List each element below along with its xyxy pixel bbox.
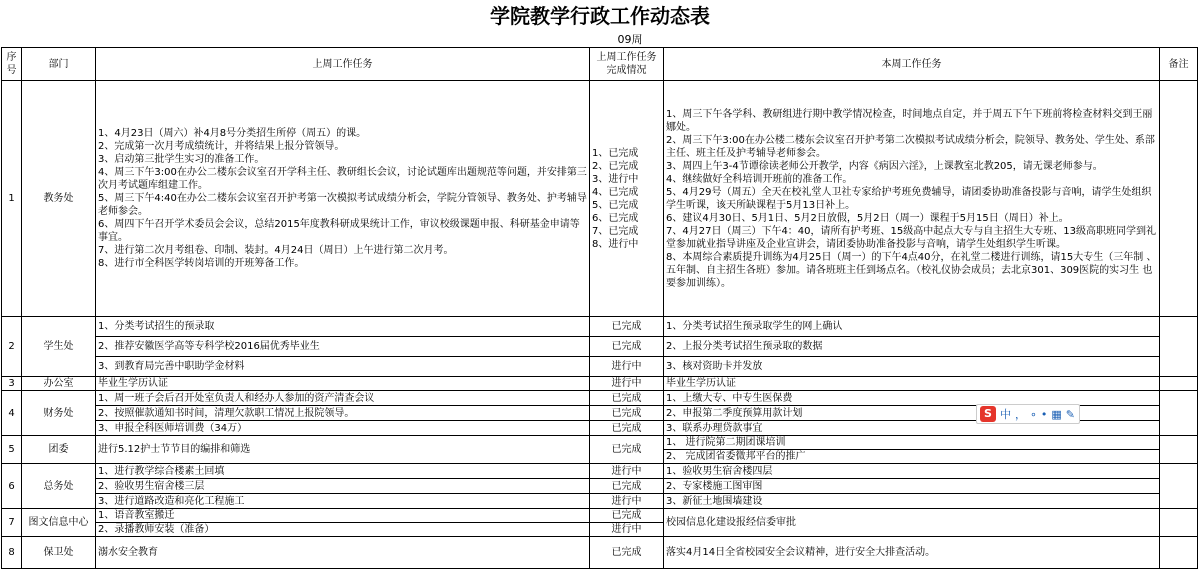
ime-punctuation-icon[interactable]: ， bbox=[1015, 408, 1026, 421]
last-item: 5、周三下午4:40在办公二楼东会议室召开护考第一次模拟考试成绩分析会，学院分管领导、教务处、护考辅导老师参会。 bbox=[98, 193, 587, 217]
this-week-tasks bbox=[664, 317, 1160, 377]
note-cell bbox=[1160, 81, 1198, 317]
ime-chinese-mode[interactable]: 中 bbox=[1000, 408, 1011, 421]
this-item: 2、周三下午3:00在办公楼二楼东会议室召开护考第二次模拟考试成绩分析会，院领导、教务处、学生处、系部主任、班主任及护考辅导老师参会。 bbox=[666, 134, 1155, 159]
last-item: 8、进行市全科医学转岗培训的开班筹备工作。 bbox=[98, 258, 305, 269]
row-number: 3 bbox=[2, 377, 22, 391]
last-item: 1、语音教室搬迁 bbox=[96, 509, 589, 523]
note-cell bbox=[1160, 464, 1198, 509]
status-item: 已完成 bbox=[590, 406, 663, 421]
header-last-week: 上周工作任务 bbox=[96, 48, 590, 81]
ime-keyboard-icon[interactable]: ▦ bbox=[1051, 407, 1062, 421]
table-row bbox=[2, 377, 1198, 391]
this-week-tasks bbox=[664, 81, 1160, 317]
completion-status bbox=[590, 81, 664, 317]
status-item: 已完成 bbox=[611, 444, 642, 455]
this-item: 2、上报分类考试招生预录取的数据 bbox=[664, 337, 1159, 357]
this-item: 校园信息化建设报经信委审批 bbox=[666, 517, 796, 528]
status-item: 已完成 bbox=[611, 422, 642, 434]
status-item: 已完成 bbox=[590, 509, 663, 523]
last-item: 3、到教育局完善中职助学金材料 bbox=[98, 361, 245, 372]
status-item: 进行中 bbox=[611, 361, 642, 372]
status-item: 进行中 bbox=[611, 524, 642, 535]
ime-halfwidth-icon[interactable]: ∘ bbox=[1030, 407, 1037, 421]
header-note: 备注 bbox=[1160, 48, 1198, 81]
this-item: 2、 完成团省委微邦平台的推广 bbox=[666, 451, 806, 462]
this-item: 落实4月14日全省校园安全会议精神，进行安全大排查活动。 bbox=[666, 547, 936, 558]
status-item: 已完成 bbox=[590, 479, 663, 494]
this-item: 2、申报第二季度预算用款计划 bbox=[664, 406, 1159, 421]
this-item: 1、分类考试招生预录取学生的网上确认 bbox=[664, 317, 1159, 337]
this-item: 4、继续做好全科培训开班前的准备工作。 bbox=[666, 173, 853, 185]
table-row bbox=[2, 436, 1198, 464]
status-item: 8、进行中 bbox=[592, 238, 639, 250]
this-item: 1、周三下午各学科、教研组进行期中教学情况检查，时间地点自定，并于周五下午下班前将检查材料交到王丽娜处。 bbox=[666, 108, 1153, 133]
last-week-tasks bbox=[96, 391, 590, 436]
last-item: 2、录播教师安装（准备） bbox=[98, 524, 215, 535]
note-cell bbox=[1160, 509, 1198, 537]
week-label: 09周 bbox=[617, 33, 643, 46]
last-item: 2、验收男生宿舍楼三层 bbox=[96, 479, 589, 494]
note-cell bbox=[1160, 317, 1198, 377]
last-week-tasks bbox=[96, 317, 590, 377]
page-title: 学院教学行政工作动态表 bbox=[490, 4, 710, 28]
this-item: 1、上缴大专、中专生医保费 bbox=[664, 391, 1159, 406]
table-row bbox=[2, 537, 1198, 569]
header-dept: 部门 bbox=[22, 48, 96, 81]
last-item: 1、周一班子会后召开处室负责人和经办人参加的资产清查会议 bbox=[96, 391, 589, 406]
row-number: 8 bbox=[2, 537, 22, 569]
last-week-tasks bbox=[96, 377, 590, 391]
note-cell bbox=[1160, 391, 1198, 436]
status-item: 已完成 bbox=[590, 391, 663, 406]
status-item: 4、已完成 bbox=[592, 186, 639, 198]
this-item: 1、 进行院第二期团课培训 bbox=[664, 436, 1159, 450]
status-item: 6、已完成 bbox=[592, 212, 639, 224]
department-name: 财务处 bbox=[22, 391, 96, 436]
last-item: 7、进行第二次月考组卷、印制、装封。4月24日（周日）上午进行第二次月考。 bbox=[98, 245, 454, 256]
this-week-tasks bbox=[664, 537, 1160, 569]
this-item: 1、验收男生宿舍楼四层 bbox=[664, 464, 1159, 479]
this-item: 3、新征土地围墙建设 bbox=[666, 495, 763, 507]
this-week-tasks bbox=[664, 509, 1160, 537]
status-item: 3、进行中 bbox=[592, 173, 639, 185]
last-week-tasks bbox=[96, 81, 590, 317]
this-week-tasks bbox=[664, 464, 1160, 509]
last-week-tasks bbox=[96, 464, 590, 509]
note-cell bbox=[1160, 377, 1198, 391]
last-item: 3、进行道路改造和亮化工程施工 bbox=[98, 495, 245, 507]
last-item: 1、进行教学综合楼素土回填 bbox=[96, 464, 589, 479]
completion-status bbox=[590, 377, 664, 391]
department-name: 学生处 bbox=[22, 317, 96, 377]
last-week-tasks bbox=[96, 509, 590, 537]
completion-status bbox=[590, 391, 664, 436]
status-item: 2、已完成 bbox=[592, 160, 639, 172]
this-item: 8、本周综合素质提升训练为4月25日（周一）的下午4点40分，在礼堂二楼进行训练，请15大专生（三年制 、五年制、自主招生各班）参加。请各班班主任到场点名。（校礼仪协会成员；去北京301、309医院的实习生 也要参加训练）。 bbox=[666, 251, 1157, 289]
this-week-tasks bbox=[664, 377, 1160, 391]
last-item: 2、完成第一次月考成绩统计，并将结果上报分管领导。 bbox=[98, 141, 345, 152]
row-number: 6 bbox=[2, 464, 22, 509]
ime-toolbar[interactable] bbox=[976, 404, 1080, 424]
note-cell bbox=[1160, 436, 1198, 464]
ime-voice-icon[interactable]: • bbox=[1040, 407, 1048, 421]
last-week-tasks bbox=[96, 436, 590, 464]
row-number: 5 bbox=[2, 436, 22, 464]
table-row bbox=[2, 317, 1198, 377]
this-item: 2、专家楼施工图审图 bbox=[664, 479, 1159, 494]
status-item: 7、已完成 bbox=[592, 225, 639, 237]
last-item: 3、启动第三批学生实习的准备工作。 bbox=[98, 154, 265, 165]
row-number: 2 bbox=[2, 317, 22, 377]
table-row bbox=[2, 464, 1198, 509]
status-item: 进行中 bbox=[590, 464, 663, 479]
table-row bbox=[2, 81, 1198, 317]
ime-tools-icon[interactable]: ✎ bbox=[1065, 407, 1076, 421]
this-item: 3、核对资助卡并发放 bbox=[666, 361, 763, 372]
department-name: 团委 bbox=[22, 436, 96, 464]
this-week-tasks bbox=[664, 391, 1160, 436]
department-name: 总务处 bbox=[22, 464, 96, 509]
status-item: 1、已完成 bbox=[592, 147, 639, 159]
this-item: 6、建议4月30日、5月1日、5月2日放假，5月2日（周一）课程于5月15日（周日）补上。 bbox=[666, 212, 1069, 224]
department-name: 教务处 bbox=[22, 81, 96, 317]
row-number: 1 bbox=[2, 81, 22, 317]
last-item: 2、推荐安徽医学高等专科学校2016届优秀毕业生 bbox=[96, 337, 589, 357]
this-item: 3、周四上午3-4节谭徐读老师公开教学，内容《病因六淫》，上课教室北教205，请无课老师参与。 bbox=[666, 160, 1103, 172]
status-item: 已完成 bbox=[611, 547, 642, 558]
status-item: 5、已完成 bbox=[592, 199, 639, 211]
department-name: 办公室 bbox=[22, 377, 96, 391]
table-row bbox=[2, 509, 1198, 537]
status-item: 进行中 bbox=[611, 495, 642, 507]
this-week-tasks bbox=[664, 436, 1160, 464]
header-status: 上周工作任务完成情况 bbox=[590, 48, 664, 81]
this-item: 3、联系办理贷款事宜 bbox=[666, 422, 763, 434]
header-no: 序号 bbox=[2, 48, 22, 81]
completion-status bbox=[590, 317, 664, 377]
last-item: 毕业生学历认证 bbox=[98, 378, 168, 389]
row-number: 4 bbox=[2, 391, 22, 436]
last-item: 3、申报全科医师培训费（34万） bbox=[98, 422, 248, 434]
status-item: 已完成 bbox=[590, 317, 663, 337]
work-table bbox=[1, 47, 1198, 569]
department-name: 保卫处 bbox=[22, 537, 96, 569]
completion-status bbox=[590, 509, 664, 537]
header-this-week: 本周工作任务 bbox=[664, 48, 1160, 81]
this-item: 毕业生学历认证 bbox=[666, 378, 736, 389]
last-item: 1、4月23日（周六）补4月8号分类招生所停（周五）的课。 bbox=[98, 128, 367, 139]
last-item: 4、周三下午3:00在办公二楼东会议室召开学科主任、教研组长会议，讨论试题库出题规范等问题，并安排第三次月考试题库组建工作。 bbox=[98, 167, 587, 191]
department-name: 图文信息中心 bbox=[22, 509, 96, 537]
completion-status bbox=[590, 436, 664, 464]
this-item: 5、4月29号（周五）全天在校礼堂人卫社专家给护考班免费辅导，请团委协助准备投影与音响，请学生处组织学生听课，该天所缺课程于5月13日补上。 bbox=[666, 186, 1152, 211]
last-item: 1、分类考试招生的预录取 bbox=[96, 317, 589, 337]
status-item: 已完成 bbox=[590, 337, 663, 357]
last-item: 溺水安全教育 bbox=[98, 547, 158, 558]
last-item: 进行5.12护士节节目的编排和筛选 bbox=[98, 444, 251, 455]
sogou-logo-icon[interactable]: S bbox=[980, 406, 996, 422]
last-item: 6、周四下午召开学术委员会会议，总结2015年度教科研成果统计工作，审议校级课题申报、科研基金申请等事宜。 bbox=[98, 219, 580, 243]
last-week-tasks bbox=[96, 537, 590, 569]
row-number: 7 bbox=[2, 509, 22, 537]
status-item: 进行中 bbox=[611, 378, 642, 389]
this-item: 7、4月27日（周三）下午4：40，请所有护考班、15级高中起点大专与自主招生大专班、13级高职班同学到礼堂参加就业指导讲座及企业宣讲会，请团委协助准备投影与音响，请学生处组织学生听课。 bbox=[666, 225, 1156, 250]
completion-status bbox=[590, 464, 664, 509]
last-item: 2、按照催款通知书时间，清理欠款职工情况上报院领导。 bbox=[96, 406, 589, 421]
completion-status bbox=[590, 537, 664, 569]
note-cell bbox=[1160, 537, 1198, 569]
